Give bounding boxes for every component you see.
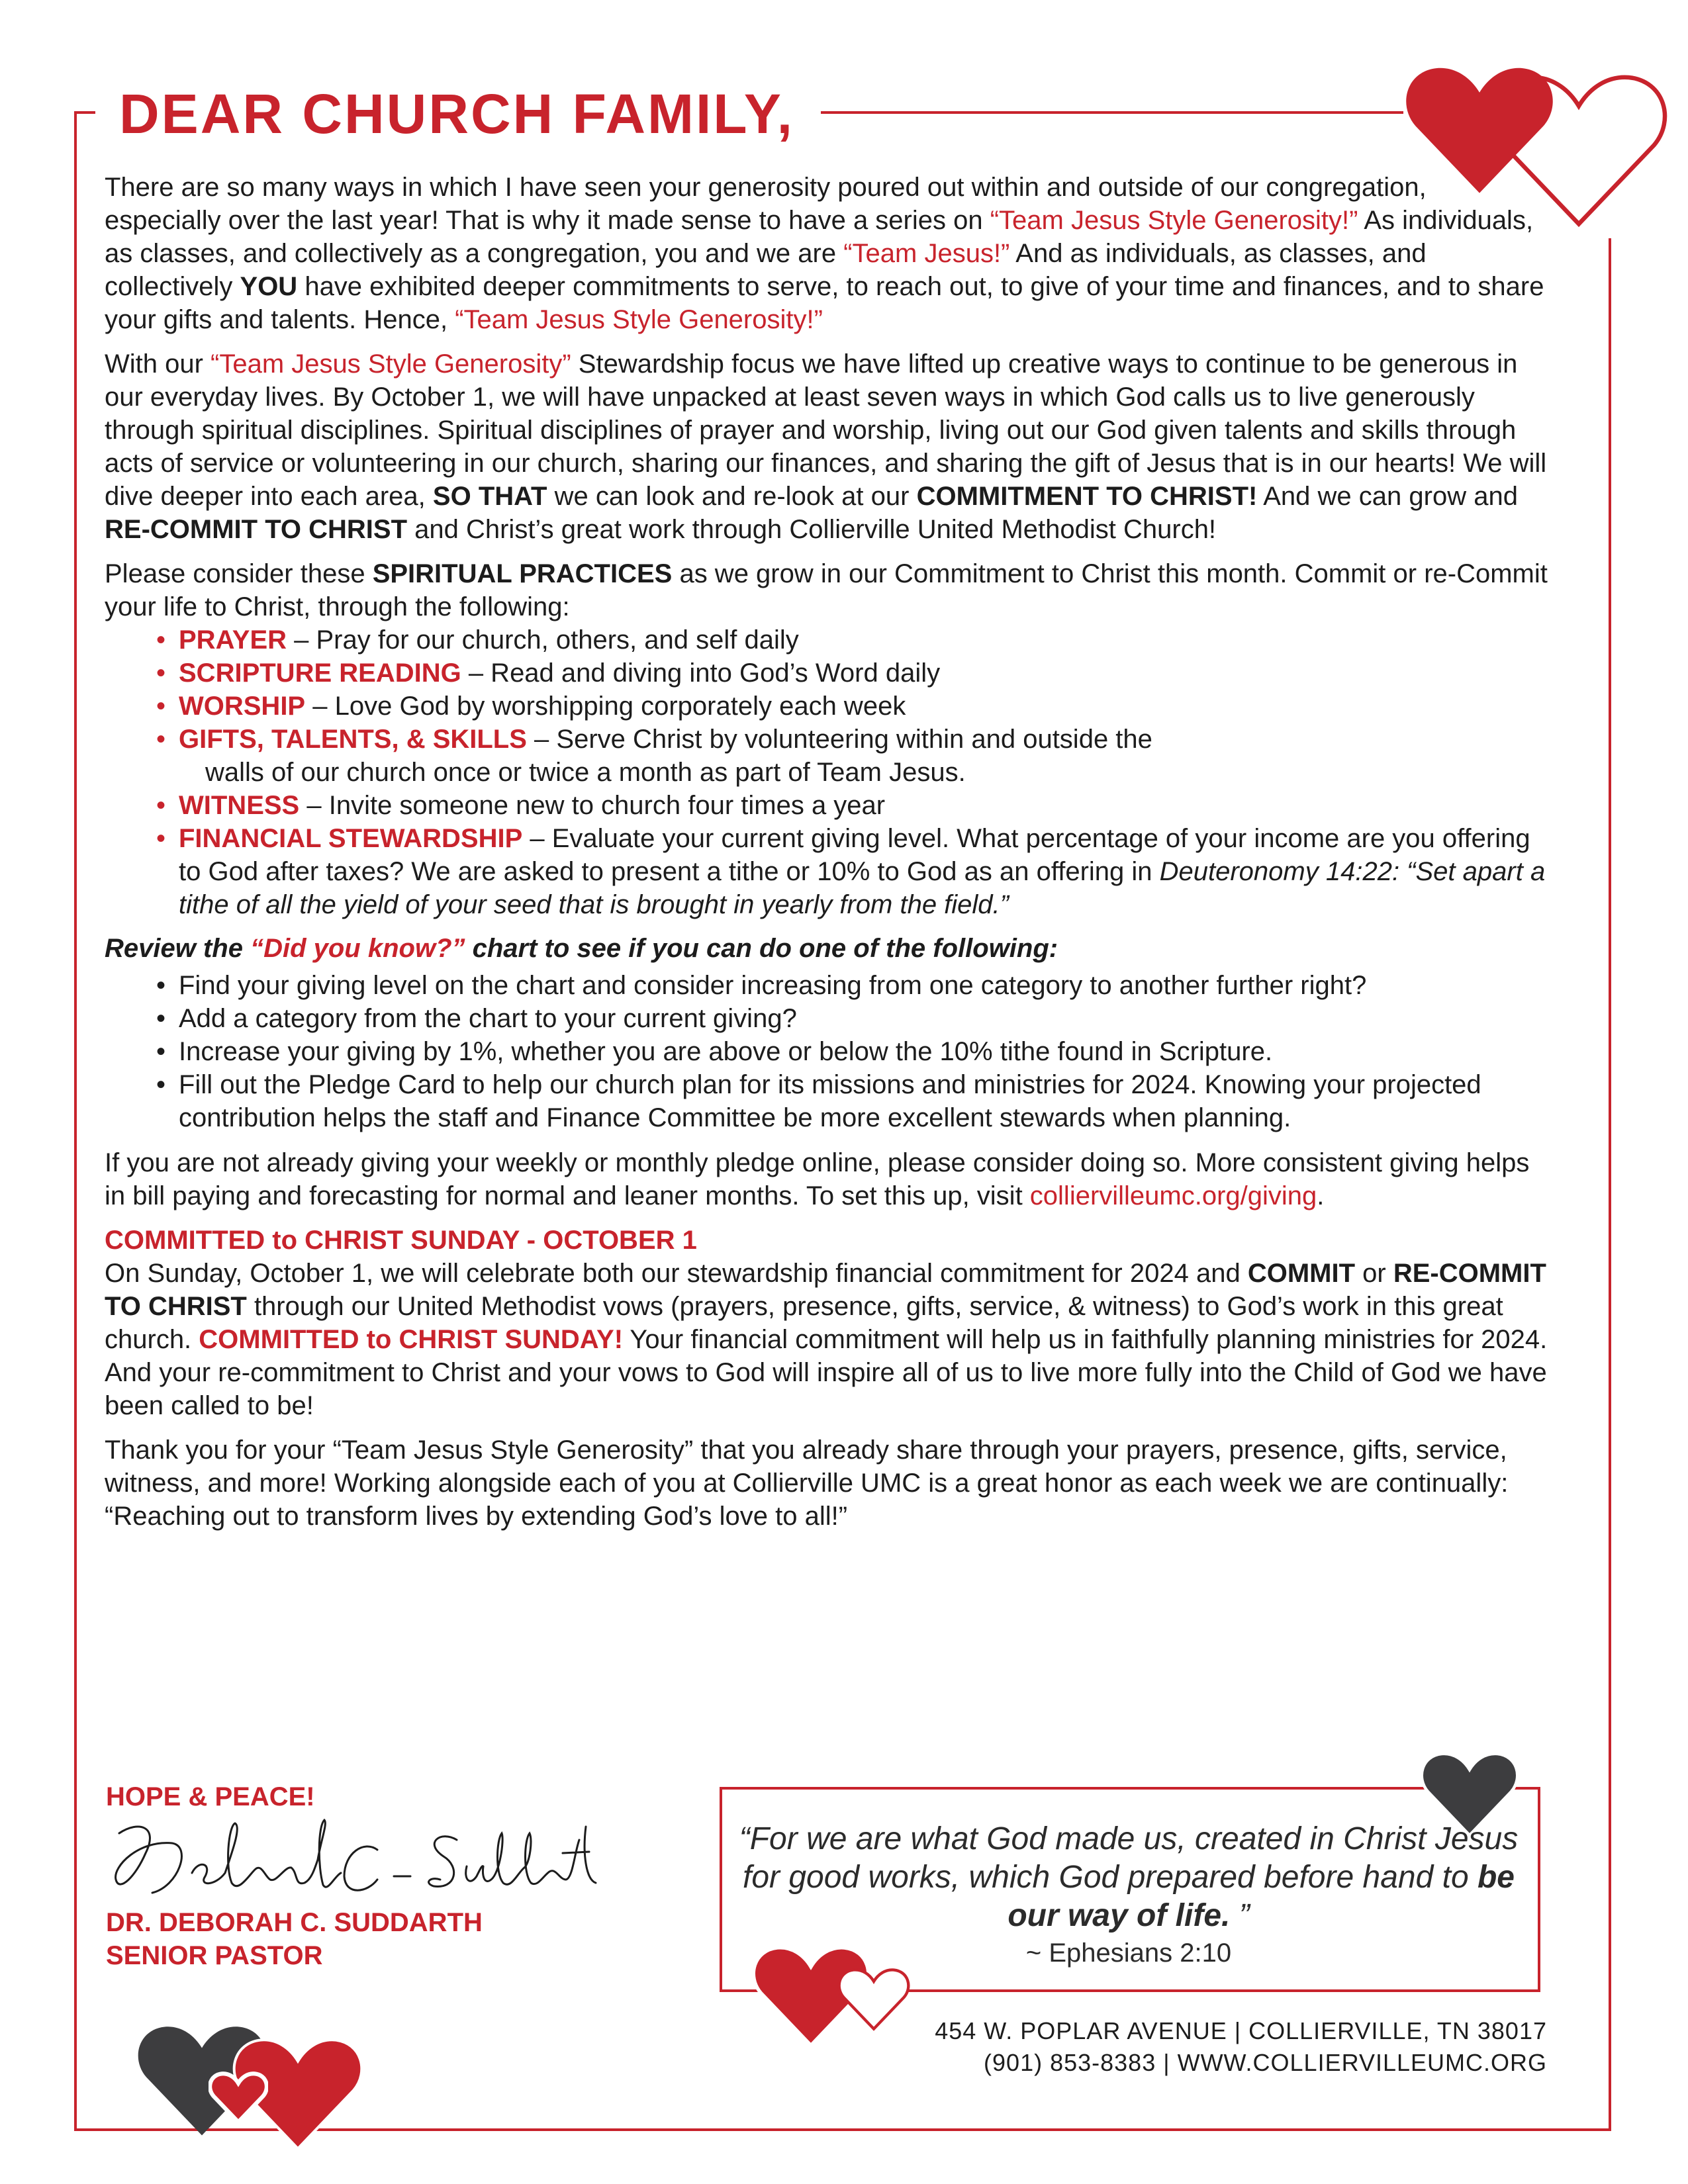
practice-item xyxy=(156,723,1548,789)
text: have exhibited deeper commitments to serve, to reach out, to give of your time and finances, and to share your gifts and talents. Hence, xyxy=(105,272,1544,334)
paragraph-thanks: Thank you for your “Team Jesus Style Generosity” that you already share through your prayers, presence, gifts, service, witness, and more! Working alongside each of you at Collierville UMC is a great honor as each week we are continually: “Reaching out to transform lives by extending God’s love to all!” xyxy=(105,1435,1509,1531)
paragraph-online-giving xyxy=(105,1146,1548,1212)
scripture-quote: Deuteronomy 14:22: “Set apart a tithe of all the yield of your seed that is brought in yearly from the field.” xyxy=(179,857,1546,919)
highlight: “Team Jesus Style Generosity!” xyxy=(990,206,1358,235)
text: . xyxy=(1317,1181,1325,1210)
paragraph-intro xyxy=(105,171,1548,336)
emphasis: SPIRITUAL PRACTICES xyxy=(372,559,673,588)
text: Stewardship focus we have lifted up creative ways to continue to be generous in our everyday lives. By October 1, we will have unpacked at least seven ways in which God calls us to live generously through spiritual disciplines. Spiritual disciplines of prayer and worship, living out our God given talents and skills through acts of service or volunteering in our church, sharing our finances, and sharing the gift of Jesus that is in our hearts! We will dive deeper into each area, xyxy=(105,349,1547,511)
practice-text: – Evaluate your current giving level. What percentage of your income are you offering to God after taxes? We are asked to present a tithe or 10% to God as an offering in xyxy=(179,824,1530,886)
emphasis: COMMITMENT TO CHRIST! xyxy=(916,482,1258,511)
emphasis: COMMIT xyxy=(1247,1259,1356,1288)
practice-item xyxy=(156,623,1548,657)
practices-list xyxy=(105,623,1548,921)
text: we can look and re-look at our xyxy=(547,482,917,511)
tips-list xyxy=(105,969,1548,1134)
tip-item: • Find your giving level on the chart and consider increasing from one category to another further right? xyxy=(156,969,1548,1002)
practice-text: – Pray for our church, others, and self daily xyxy=(287,625,799,655)
practice-text: – Invite someone new to church four times a year xyxy=(299,791,886,820)
highlight: “Team Jesus!” xyxy=(843,239,1010,268)
practice-item xyxy=(156,657,1548,690)
emphasis: YOU xyxy=(240,272,298,301)
sunday-heading: COMMITTED to CHRIST SUNDAY - OCTOBER 1 xyxy=(105,1226,697,1255)
quote-close: ” xyxy=(1230,1898,1250,1933)
practice-item xyxy=(156,789,1548,822)
highlight: “Team Jesus Style Generosity” xyxy=(211,349,571,379)
frame-left xyxy=(74,111,77,2131)
heart-outline-icon xyxy=(209,2070,268,2124)
pastor-name: DR. DEBORAH C. SUDDARTH xyxy=(106,1908,483,1937)
paragraph-sunday xyxy=(105,1257,1548,1422)
practice-item xyxy=(156,690,1548,723)
frame-right xyxy=(1609,238,1611,2131)
text: And as individuals, as classes, and collectively xyxy=(105,239,1427,301)
heart-outline-icon xyxy=(837,1966,910,2032)
contact-line: (901) 853-8383 | WWW.COLLIERVILLEUMC.ORG xyxy=(984,2049,1547,2076)
practice-item xyxy=(156,822,1548,921)
text: Please consider these xyxy=(105,559,373,588)
practice-keyword: FINANCIAL STEWARDSHIP xyxy=(179,824,523,853)
pastor-title: SENIOR PASTOR xyxy=(106,1941,323,1970)
quote-reference: ~ Ephesians 2:10 xyxy=(1025,1938,1232,1968)
practice-text: – Serve Christ by volunteering within and outside the xyxy=(526,725,1152,754)
text: With our xyxy=(105,349,211,379)
address-line: 454 W. POPLAR AVENUE | COLLIERVILLE, TN 38017 xyxy=(935,2017,1547,2044)
practice-keyword: GIFTS, TALENTS, & SKILLS xyxy=(179,725,527,754)
emphasis: RE-COMMIT TO CHRIST xyxy=(105,1259,1546,1321)
paragraph-practices-intro xyxy=(105,557,1548,623)
tip-item: • Fill out the Pledge Card to help our church plan for its missions and ministries for 2024. Knowing your projected contribution helps the staff and Finance Committee be more excellent stewards when planning. xyxy=(156,1068,1548,1134)
text: through our United Methodist vows (prayers, presence, gifts, service, & witness) to God’s work in this great church. xyxy=(105,1292,1503,1354)
practice-keyword: SCRIPTURE READING xyxy=(179,659,461,688)
text: As individuals, as classes, and collectively as a congregation, you and we are xyxy=(105,206,1534,268)
tip-item: • Increase your giving by 1%, whether you are above or below the 10% tithe found in Scripture. xyxy=(156,1035,1548,1068)
text: And we can grow and xyxy=(1257,482,1518,511)
tip-item: • Add a category from the chart to your current giving? xyxy=(156,1002,1548,1035)
practice-keyword: WITNESS xyxy=(179,791,300,820)
frame-top-right xyxy=(821,111,1403,114)
emphasis: RE-COMMIT TO CHRIST xyxy=(105,515,408,544)
practice-text-continued: walls of our church once or twice a month as part of Team Jesus. xyxy=(205,758,966,787)
text: Your financial commitment will help us in faithfully planning ministries for 2024. And your re-commitment to Christ and your vows to God will inspire all of us to live more fully into the Child of God we have been called to be! xyxy=(105,1325,1548,1420)
signoff-text: HOPE & PEACE! xyxy=(106,1782,315,1811)
signature xyxy=(99,1813,602,1913)
highlight: COMMITTED to CHRIST SUNDAY! xyxy=(199,1325,624,1354)
pastor-block xyxy=(106,1906,483,1972)
text: On Sunday, October 1, we will celebrate both our stewardship financial commitment for 2024 and xyxy=(105,1259,1248,1288)
text: There are so many ways in which I have seen your generosity poured out within and outside of our congregation, especially over the last year! That is why it made sense to have a series on xyxy=(105,173,1427,235)
signoff xyxy=(106,1780,315,1813)
text: chart to see if you can do one of the following: xyxy=(465,934,1058,963)
highlight: “Did you know?” xyxy=(250,934,465,963)
scripture-quote xyxy=(728,1820,1529,1935)
text: as we grow in our Commitment to Christ this month. Commit or re-Commit your life to Christ, through the following: xyxy=(105,559,1548,621)
quote-emphasis: be our way of life. xyxy=(1008,1860,1515,1933)
text: If you are not already giving your weekly or monthly pledge online, please consider doing so. More consistent giving helps in bill paying and forecasting for normal and leaner months. To set this up, visit xyxy=(105,1148,1530,1210)
review-heading xyxy=(105,932,1548,965)
text: or xyxy=(1355,1259,1393,1288)
practice-text: – Read and diving into God’s Word daily xyxy=(461,659,941,688)
highlight: “Team Jesus Style Generosity!” xyxy=(455,305,823,334)
giving-link[interactable]: colliervilleumc.org/giving xyxy=(1029,1181,1317,1210)
practice-keyword: WORSHIP xyxy=(179,692,306,721)
letter-body xyxy=(105,171,1548,1544)
church-address xyxy=(935,2015,1547,2079)
text: and Christ’s great work through Collierville United Methodist Church! xyxy=(407,515,1217,544)
quote-text: “For we are what God made us, created in Christ Jesus for good works, which God prepared before hand to xyxy=(739,1821,1519,1895)
letter-title: DEAR CHURCH FAMILY, xyxy=(119,83,794,145)
frame-top-left xyxy=(74,111,95,114)
practice-text: – Love God by worshipping corporately each week xyxy=(305,692,906,721)
emphasis: SO THAT xyxy=(432,482,547,511)
text: Review the xyxy=(105,934,251,963)
paragraph-stewardship xyxy=(105,347,1548,546)
practice-keyword: PRAYER xyxy=(179,625,287,655)
